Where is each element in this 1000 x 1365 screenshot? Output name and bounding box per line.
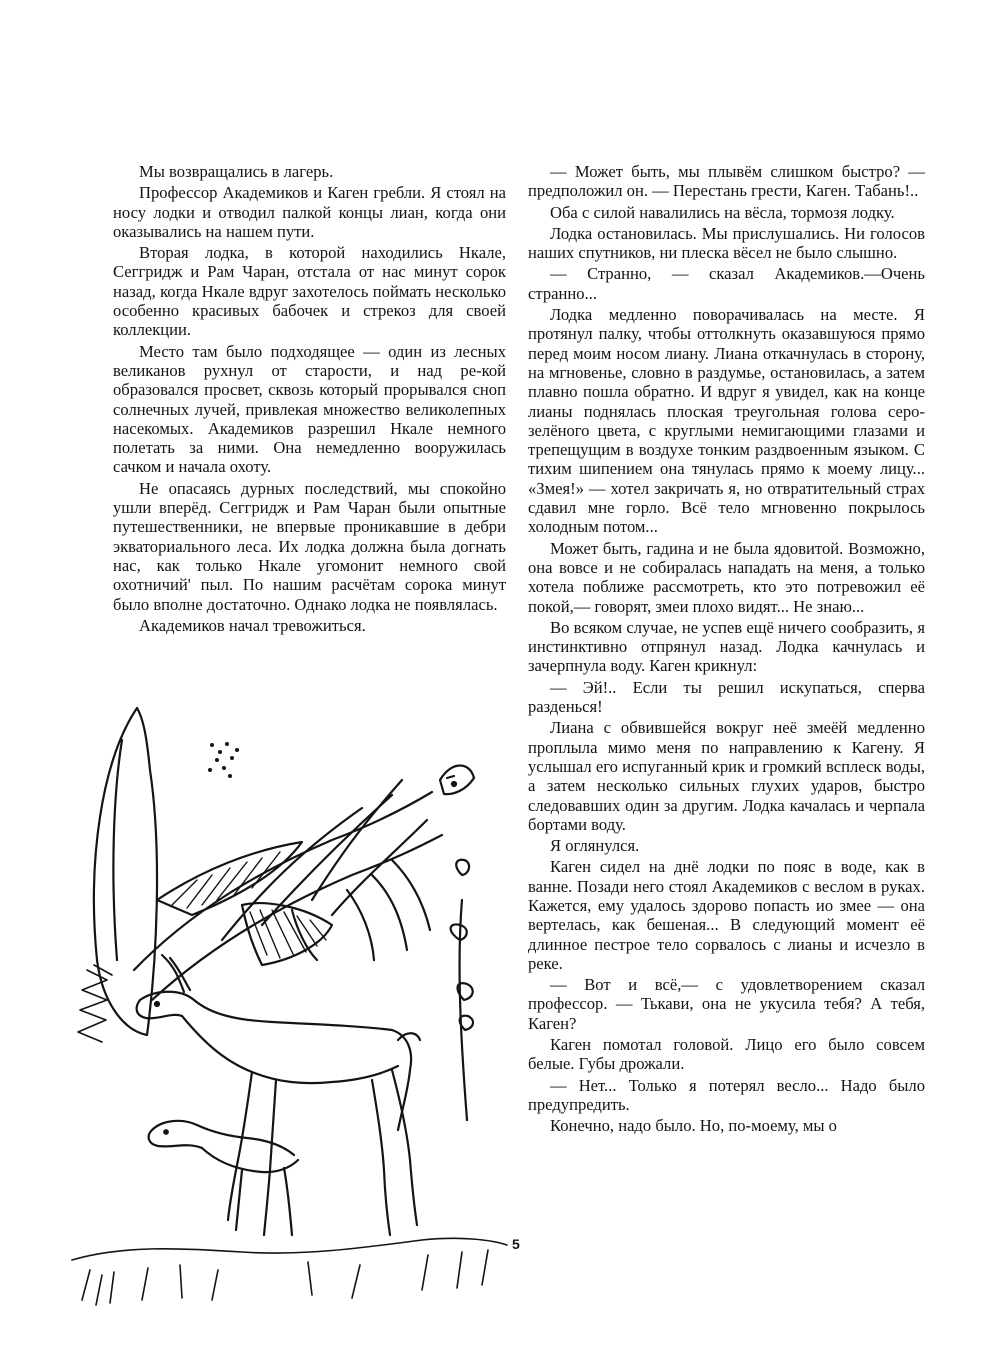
paragraph: Лодка медленно поворачивалась на месте. Я протянул палку, чтобы оттолкнуть оказавшуюся прямо перед моим носом лиану. Лиана откачнулась в сторону, на мгновенье, словно в раздумье, остановилась, а затем плавно пошла обратно. И вдруг я увидел, как на конце лианы поднялась плоская треугольная голова серо-зелёного цвета, с круглыми немигающими глазами и трепещущим в воздухе тонким раздвоенным языком. С тихим шипением она тянулась прямо к моему лицу... «Змея!» — хотел закричать я, но отвратительный страх сдавил мне горло. Всё тело мгновенно покрылось холодным потом... xyxy=(528,305,925,537)
paragraph: — Может быть, мы плывём слишком быстро? — предположил он. — Перестань грести, Каген. Табань!.. xyxy=(528,162,925,201)
paragraph: Вторая лодка, в которой находились Нкале, Сеггридж и Рам Чаран, отстала от нас минут сорок назад, когда Нкале вдруг захотелось поймать несколько особенно красивых бабочек и стрекоз для своей коллекции. xyxy=(113,243,506,340)
paragraph: — Эй!.. Если ты решил искупаться, сперва разденься! xyxy=(528,677,925,717)
paragraph: Место там было подходящее — один из лесных великанов рухнул от старости, и над ре-кой образовался просвет, сквозь который прорывался сноп солнечных лучей, привлекая множество великолепных насекомых. Академиков разрешил Нкале немного полетать за ними. Она немедленно вооружилась сачком и начала охоту. xyxy=(113,341,506,477)
paragraph: Во всяком случае, не успев ещё ничего сообразить, я инстинктивно отпрянул назад. Лодка качнулась и зачерпнула воду. Каген крикнул: xyxy=(528,617,925,676)
page-number: 5 xyxy=(512,1236,520,1252)
paragraph: — Вот и всё,— с удовлетворением сказал профессор. — Тькави, она не укусила тебя? А тебя, Каген? xyxy=(528,975,925,1033)
paragraph: Каген сидел на днё лодки по пояс в воде, как в ванне. Позади него стоял Академиков с веслом в руках. Кажется, ему удалось здорово попасть ио змее — она вертелась, как бешеная... В следующий момент её длинное пестрое тело сорвалось с лианы и исчезло в реке. xyxy=(528,857,925,973)
right-column xyxy=(528,162,925,1138)
paragraph: Лиана с обвившейся вокруг неё змеёй медленно проплыла мимо меня по направлению к Кагену. Я услышал его испуганный крик и громкий всплеск воды, а затем несколько сильных глухих ударов, быстро следовавших один за другим. Лодка качалась и черпала бортами воду. xyxy=(528,718,925,834)
paragraph: Оба с силой навалились на вёсла, тормозя лодку. xyxy=(550,202,895,222)
paragraph: Каген помотал головой. Лицо его было совсем белые. Губы дрожали. xyxy=(528,1035,925,1074)
paragraph: Может быть, гадина и не была ядовитой. Возможно, она вовсе и не собиралась нападать на меня, а только хотела поближе рассмотреть, кто это потревожил её покой,— говорят, змеи плохо видят... Не знаю... xyxy=(528,538,925,616)
paragraph: Профессор Академиков и Каген гребли. Я стоял на носу лодки и отводил палкой концы лиан, когда они оказывались на нашем пути. xyxy=(113,183,506,241)
gazelle-forest-illustration-icon xyxy=(62,700,510,1325)
paragraph: Конечно, надо было. Но, по-моему, мы о xyxy=(550,1116,837,1136)
paragraph: Мы возвращались в лагерь. xyxy=(139,162,334,181)
left-column xyxy=(113,162,506,637)
paragraph: Не опасаясь дурных последствий, мы спокойно ушли вперёд. Сеггридж и Рам Чаран были опытные путешественники, не впервые проникавшие в дебри экваториального леса. Их лодка должна была догнать нас, как только Нкале угомонит немного свой охотничий' пыл. По нашим расчётам сорока минут было вполне достаточно. Однако лодка не появлялась. xyxy=(113,478,506,614)
paragraph: — Странно, — сказал Академиков.—Очень странно... xyxy=(528,264,925,303)
paragraph: — Нет... Только я потерял весло... Надо было предупредить. xyxy=(528,1075,925,1114)
paragraph: Я оглянулся. xyxy=(550,836,640,856)
paragraph: Академиков начал тревожиться. xyxy=(139,615,366,635)
paragraph: Лодка остановилась. Мы прислушались. Ни голосов наших спутников, ни плеска вёсел не было слышно. xyxy=(528,223,925,263)
